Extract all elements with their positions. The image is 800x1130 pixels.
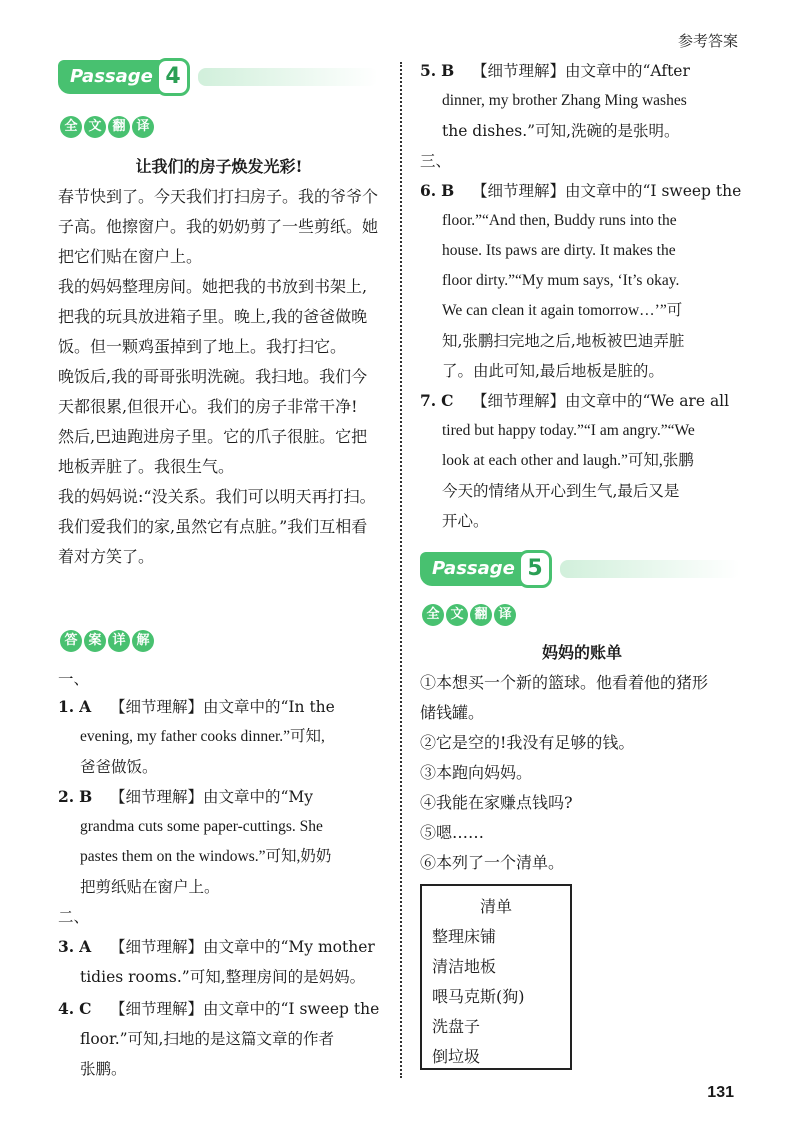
checklist-item: 清洁地板 xyxy=(432,957,497,976)
answer-item xyxy=(58,994,380,1078)
explanation-line: 开心。 xyxy=(442,512,489,530)
explanation-line: 今天的情绪从开心到生气,最后又是 xyxy=(442,482,680,500)
banner-decoration xyxy=(198,68,378,86)
explanation-line: 【细节理解】由文章中的“We are all xyxy=(472,392,730,410)
explanation-line: grandma cuts some paper-cuttings. She xyxy=(80,818,323,835)
badge-char: 译 xyxy=(494,604,516,626)
explanation-line: tidies rooms.”可知,整理房间的是妈妈。 xyxy=(80,968,366,986)
translation-line: ①本想买一个新的篮球。他看着他的猪形 xyxy=(420,673,709,692)
explanation-line: 【细节理解】由文章中的“I sweep the xyxy=(110,1000,380,1018)
explanation-line: dinner, my brother Zhang Ming washes xyxy=(442,92,687,109)
passage-5-banner xyxy=(420,550,744,590)
answer-letter: B xyxy=(441,181,455,200)
checklist-item: 倒垃圾 xyxy=(432,1047,481,1066)
explanation-line: 把剪纸贴在窗户上。 xyxy=(80,878,220,896)
passage-4-banner xyxy=(58,58,380,98)
explanation-line: the dishes.”可知,洗碗的是张明。 xyxy=(442,122,680,140)
paragraph: 我的妈妈说:“没关系。我们可以明天再打扫。我们爱我们的家,虽然它有点脏。”我们互相看着对方笑了。 xyxy=(58,487,376,566)
explanation-line: tired but happy today.”“I am angry.”“We xyxy=(442,422,695,439)
explanation-line: floor dirty.”“My mum says, ‘It’s okay. xyxy=(442,272,680,289)
question-number: 2. xyxy=(58,787,75,806)
answer-letter: B xyxy=(441,61,455,80)
paragraph: 春节快到了。今天我们打扫房子。我的爷爷个子高。他擦窗户。我的奶奶剪了一些剪纸。她把它们贴在窗户上。 xyxy=(58,187,379,266)
question-number: 1. xyxy=(58,697,75,716)
explanation-line: 了。由此可知,最后地板是脏的。 xyxy=(442,362,664,380)
translation-badge xyxy=(60,116,154,138)
explanation-line: house. Its paws are dirty. It makes the xyxy=(442,242,676,259)
explanation-line: look at each other and laugh.”可知,张鹏 xyxy=(442,452,694,469)
explanation-line: pastes them on the windows.”可知,奶奶 xyxy=(80,848,332,865)
answer-item xyxy=(420,56,744,140)
checklist-box xyxy=(420,884,572,1070)
badge-char: 全 xyxy=(422,604,444,626)
explanation-line: 【细节理解】由文章中的“My xyxy=(110,788,314,806)
question-number: 7. xyxy=(420,391,437,410)
checklist-title: 清单 xyxy=(479,897,512,916)
translation-badge xyxy=(422,604,516,626)
passage-5-translation xyxy=(420,638,744,878)
translation-line: ⑤嗯…… xyxy=(420,823,485,842)
section-heading: 三、 xyxy=(420,152,452,170)
badge-char: 解 xyxy=(132,630,154,652)
answer-letter: C xyxy=(441,391,454,410)
checklist-item: 整理床铺 xyxy=(432,927,497,946)
translation-line: ④我能在家赚点钱吗? xyxy=(420,793,573,812)
translation-title: 妈妈的账单 xyxy=(541,643,622,662)
badge-char: 翻 xyxy=(470,604,492,626)
badge-char: 译 xyxy=(132,116,154,138)
badge-char: 详 xyxy=(108,630,130,652)
answer-letter: A xyxy=(79,937,92,956)
passage-label: Passage xyxy=(58,60,170,94)
explanation-line: 张鹏。 xyxy=(80,1060,127,1078)
passage-4-translation xyxy=(58,152,380,572)
explanation-line: 【细节理解】由文章中的“My mother xyxy=(110,938,375,956)
answer-letter: B xyxy=(79,787,93,806)
passage-number: 5 xyxy=(518,550,552,588)
translation-line: ⑥本列了一个清单。 xyxy=(420,853,565,872)
explanation-line: 【细节理解】由文章中的“In the xyxy=(110,698,335,716)
checklist-item: 洗盘子 xyxy=(432,1017,481,1036)
page-number: 131 xyxy=(707,1084,734,1101)
answer-item xyxy=(58,932,380,986)
question-number: 5. xyxy=(420,61,437,80)
section-heading: 二、 xyxy=(58,908,90,926)
paragraph: 晚饭后,我的哥哥张明洗碗。我扫地。我们今天都很累,但很开心。我们的房子非常干净! xyxy=(58,367,368,416)
answer-badge xyxy=(60,630,154,652)
translation-title: 让我们的房子焕发光彩! xyxy=(135,157,303,176)
explanation-line: evening, my father cooks dinner.”可知, xyxy=(80,728,325,745)
explanation-line: floor.”“And then, Buddy runs into the xyxy=(442,212,677,229)
badge-char: 翻 xyxy=(108,116,130,138)
explanation-line: 知,张鹏扫完地之后,地板被巴迪弄脏 xyxy=(442,332,685,350)
passage-label: Passage xyxy=(420,552,532,586)
translation-line: ③本跑向妈妈。 xyxy=(420,763,533,782)
answer-letter: A xyxy=(79,697,92,716)
question-number: 4. xyxy=(58,999,75,1018)
badge-char: 全 xyxy=(60,116,82,138)
answer-letter: C xyxy=(79,999,92,1018)
paragraph: 然后,巴迪跑进房子里。它的爪子很脏。它把地板弄脏了。我很生气。 xyxy=(58,427,368,476)
answer-item xyxy=(58,782,380,896)
answer-item xyxy=(58,692,380,776)
banner-decoration xyxy=(560,560,740,578)
explanation-line: 【细节理解】由文章中的“I sweep the xyxy=(472,182,742,200)
header-label: 参考答案 xyxy=(677,32,738,50)
badge-char: 文 xyxy=(446,604,468,626)
explanation-line: floor.”可知,扫地的是这篇文章的作者 xyxy=(80,1030,334,1048)
badge-char: 文 xyxy=(84,116,106,138)
question-number: 3. xyxy=(58,937,75,956)
question-number: 6. xyxy=(420,181,437,200)
answer-item xyxy=(420,176,744,380)
badge-char: 答 xyxy=(60,630,82,652)
column-divider xyxy=(400,62,402,1078)
paragraph: 我的妈妈整理房间。她把我的书放到书架上,把我的玩具放进箱子里。晚上,我的爸爸做晚饭。但一颗鸡蛋掉到了地上。我打扫它。 xyxy=(58,277,368,356)
passage-number: 4 xyxy=(156,58,190,96)
explanation-line: 【细节理解】由文章中的“After xyxy=(472,62,690,80)
answer-item xyxy=(420,386,744,530)
checklist-item: 喂马克斯(狗) xyxy=(432,987,525,1006)
section-heading: 一、 xyxy=(58,670,90,688)
translation-line: ②它是空的!我没有足够的钱。 xyxy=(420,733,635,752)
explanation-line: We can clean it again tomorrow…’”可 xyxy=(442,302,683,319)
explanation-line: 爸爸做饭。 xyxy=(80,758,158,776)
badge-char: 案 xyxy=(84,630,106,652)
translation-line: 储钱罐。 xyxy=(420,703,485,722)
